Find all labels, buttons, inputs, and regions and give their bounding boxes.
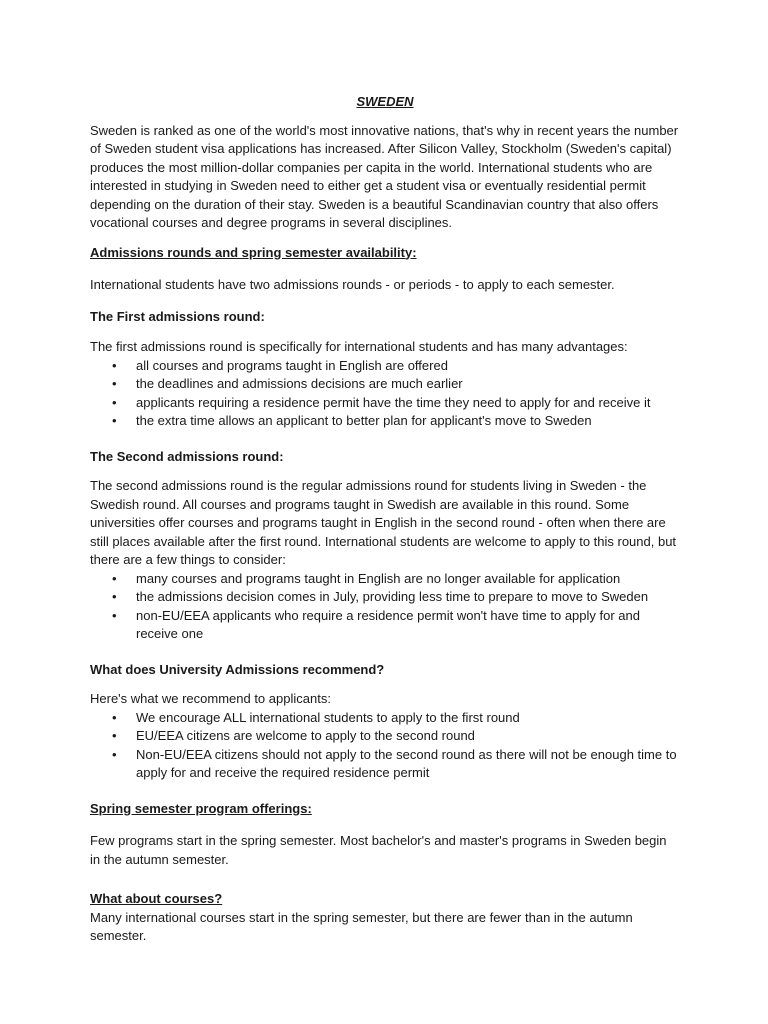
document-body bbox=[90, 93, 680, 946]
list-item: • all courses and programs taught in English are offered bbox=[136, 357, 680, 376]
list-item: • the deadlines and admissions decisions are much earlier bbox=[136, 375, 680, 394]
section-paragraph-second-round: The second admissions round is the regular admissions round for students living in Sweden - the Swedish round. All courses and programs taught in Swedish are available in this round. Some universities offer courses and programs taught in English in the second round - often when there are still places available after the first round. International students are welcome to apply to this round, but there are a few things to consider: bbox=[90, 478, 677, 567]
intro-paragraph: Sweden is ranked as one of the world's most innovative nations, that's why in recent years the number of Sweden student visa applications has increased. After Silicon Valley, Stockholm (Sweden's capital) produces the most million-dollar companies per capita in the world. International students who are interested in studying in Sweden need to either get a student visa or eventually residential permit depending on the duration of their stay. Sweden is a beautiful Scandinavian country that also offers vocational courses and degree programs in several disciplines. bbox=[90, 122, 679, 230]
list-item: • the extra time allows an applicant to better plan for applicant's move to Sweden bbox=[136, 412, 680, 431]
section-paragraph-spring-offerings: Few programs start in the spring semester. Most bachelor's and master's programs in Sweden begin in the autumn semester. bbox=[90, 833, 667, 867]
section-heading-second-round: The Second admissions round: bbox=[90, 448, 284, 464]
section-paragraph-first-round: The first admissions round is specifically for international students and has many advantages: bbox=[90, 339, 628, 354]
list-item: • applicants requiring a residence permit have the time they need to apply for and receive it bbox=[136, 394, 680, 413]
list-item: • the admissions decision comes in July, providing less time to prepare to move to Sweden bbox=[136, 588, 680, 607]
section-heading-recommendations: What does University Admissions recommend? bbox=[90, 661, 385, 677]
section-heading-first-round: The First admissions round: bbox=[90, 308, 265, 324]
section-heading-spring-offerings: Spring semester program offerings: bbox=[90, 800, 312, 816]
section-heading-courses: What about courses? bbox=[90, 891, 223, 906]
section-paragraph-courses: Many international courses start in the spring semester, but there are fewer than in the autumn semester. bbox=[90, 909, 633, 943]
recommendations-bullet-list bbox=[90, 709, 680, 783]
section-paragraph-recommendations: Here's what we recommend to applicants: bbox=[90, 691, 331, 706]
list-item: • non-EU/EEA applicants who require a residence permit won't have time to apply for and receive one bbox=[136, 607, 680, 644]
list-item: • many courses and programs taught in English are no longer available for application bbox=[136, 570, 680, 589]
list-item: • EU/EEA citizens are welcome to apply to the second round bbox=[136, 727, 680, 746]
first-round-bullet-list bbox=[90, 357, 680, 431]
section-heading-admissions-rounds: Admissions rounds and spring semester availability: bbox=[90, 244, 417, 260]
section-paragraph-admissions-rounds: International students have two admissions rounds - or periods - to apply to each semester. bbox=[90, 277, 615, 292]
document-title: SWEDEN bbox=[356, 94, 414, 109]
list-item: • Non-EU/EEA citizens should not apply to the second round as there will not be enough time to apply for and receive the required residence permit bbox=[136, 746, 680, 783]
list-item: • We encourage ALL international students to apply to the first round bbox=[136, 709, 680, 728]
second-round-bullet-list bbox=[90, 570, 680, 644]
